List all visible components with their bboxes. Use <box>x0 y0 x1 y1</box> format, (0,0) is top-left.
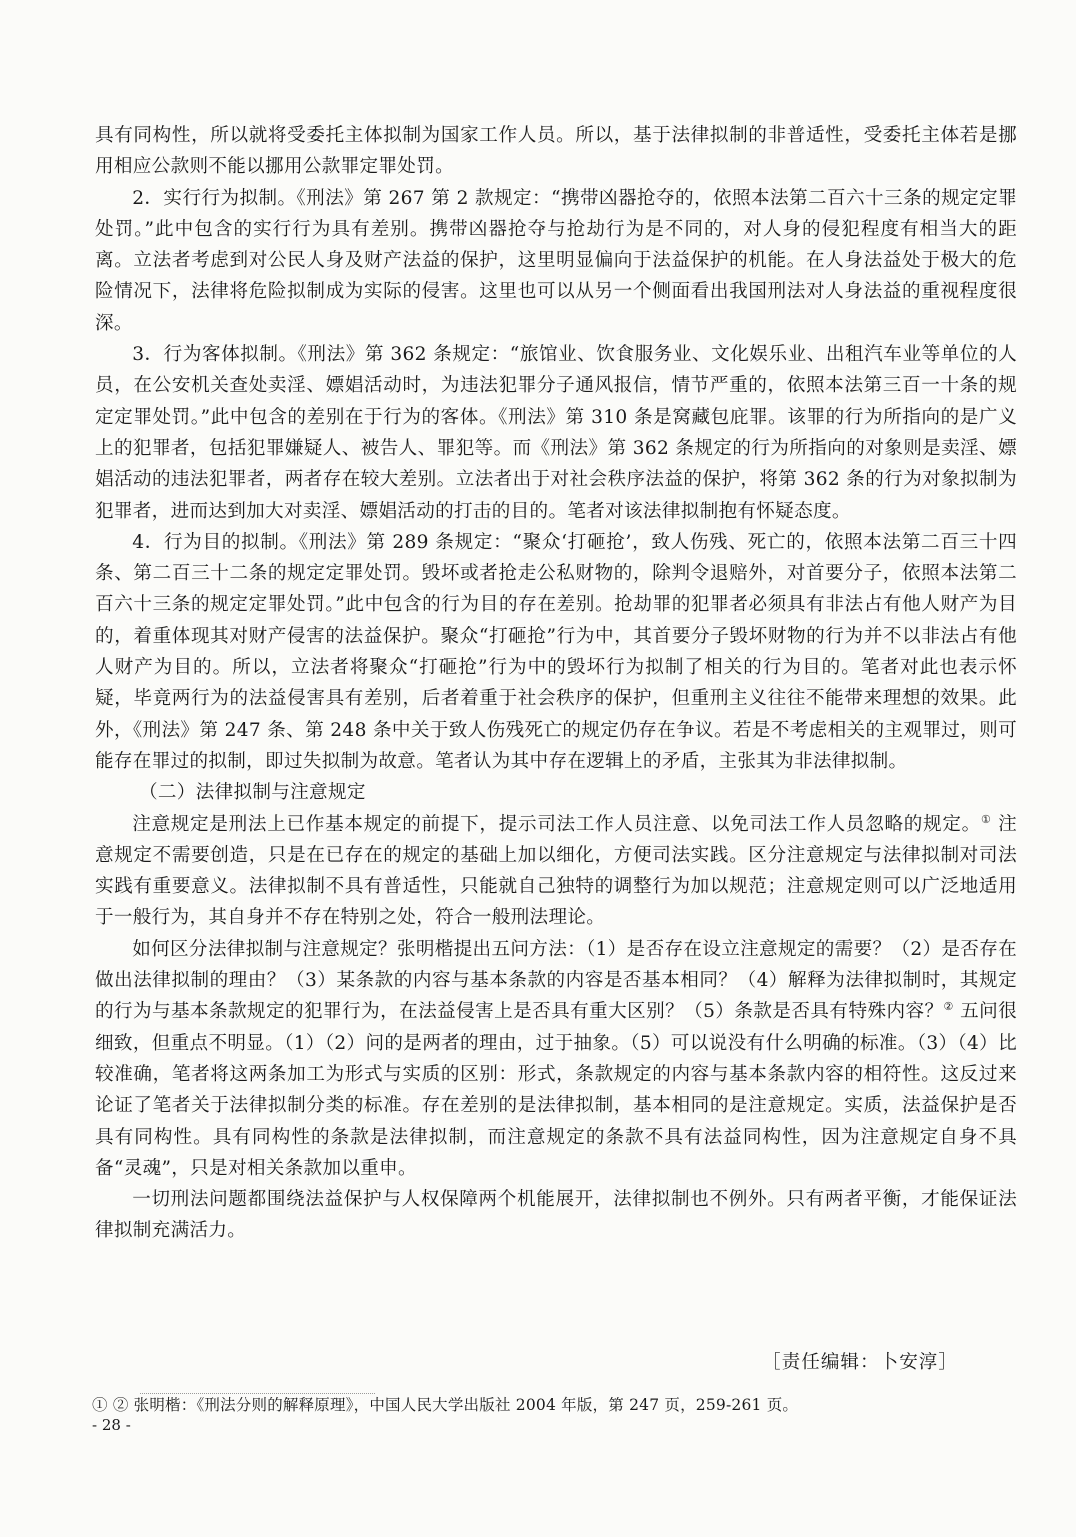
section-subheading: （二）法律拟制与注意规定 <box>139 782 366 804</box>
paragraph-conclusion: 一切刑法问题都围绕法益保护与人权保障两个机能展开，法律拟制也不例外。只有两者平衡，才能保证法律拟制充满活力。 <box>95 1189 1017 1242</box>
paragraph-text: 注意规定不需要创造，只是在已存在的规定的基础上加以细化，方便司法实践。区分注意规定与法律拟制对司法实践有重要意义。法律拟制不具有普适性，只能就自己独特的调整行为加以规范；注意规定则可以广泛地适用于一般行为，其自身并不存在特别之处，符合一般刑法理论。 <box>95 813 1018 929</box>
footnote-marker-1: ① <box>980 812 992 826</box>
footnote-marker-2: ② <box>943 1000 954 1014</box>
paragraph-five-questions <box>95 934 1017 1184</box>
footnote: ① ② 张明楷：《刑法分则的解释原理》，中国人民大学出版社 2004 年版，第 247 页，259-261 页。 <box>92 1396 799 1414</box>
paragraph-object-fiction: 3．行为客体拟制。《刑法》第 362 条规定：“旅馆业、饮食服务业、文化娱乐业、出租汽车业等单位的人员，在公安机关查处卖淫、嫖娼活动时，为违法犯罪分子通风报信，情节严重的，依照本法第三百一十条的规定定罪处罚。”此中包含的差别在于行为的客体。《刑法》第 310 条是窝藏包庇罪。该罪的行为所指向的是广义上的犯罪者，包括犯罪嫌疑人、被告人、罪犯等。而《刑法》第 362 条规定的行为所指向的对象则是卖淫、嫖娼活动的违法犯罪者，两者存在较大差别。立法者出于对社会秩序法益的保护，将第 362 条的行为对象拟制为犯罪者，进而达到加大对卖淫、嫖娼活动的打击的目的。笔者对该法律拟制抱有怀疑态度。 <box>95 344 1017 522</box>
responsible-editor: ［责任编辑：卜安淳］ <box>762 1352 958 1373</box>
paragraph-text: 如何区分法律拟制与注意规定？张明楷提出五问方法：（1）是否存在设立注意规定的需要？（2）是否存在做出法律拟制的理由？（3）某条款的内容与基本条款的内容是否基本相同？（4）解释为法律拟制时，其规定的行为与基本条款规定的犯罪行为，在法益侵害上是否具有重大区别？（5）条款是否具有特殊内容？ <box>95 938 1017 1023</box>
paragraph-attention-rule <box>95 809 1017 934</box>
paragraph-continuation: 具有同构性，所以就将受委托主体拟制为国家工作人员。所以，基于法律拟制的非普适性，受委托主体若是挪用相应公款则不能以挪用公款罪定罪处罚。 <box>95 125 1017 178</box>
article-body <box>95 120 1017 1247</box>
paragraph-act-fiction: 2．实行行为拟制。《刑法》第 267 第 2 款规定：“携带凶器抢夺的，依照本法第二百六十三条的规定定罪处罚。”此中包含的实行行为具有差别。携带凶器抢夺与抢劫行为是不同的，对人身的侵犯程度有相当大的距离。立法者考虑到对公民人身及财产法益的保护，这里明显偏向于法益保护的机能。在人身法益处于极大的危险情况下，法律将危险拟制成为实际的侵害。这里也可以从另一个侧面看出我国刑法对人身法益的重视程度很深。 <box>95 187 1017 334</box>
paragraph-text: 五问很细致，但重点不明显。（1）（2）问的是两者的理由，过于抽象。（5）可以说没有什么明确的标准。（3）（4）比较准确，笔者将这两条加工为形式与实质的区别：形式，条款规定的内容与基本条款内容的相符性。这反过来论证了笔者关于法律拟制分类的标准。存在差别的是法律拟制，基本相同的是注意规定。实质，法益保护是否具有同构性。具有同构性的条款是法律拟制，而注意规定的条款不具有法益同构性，因为注意规定自身不具备“灵魂”，只是对相关条款加以重申。 <box>95 1001 1017 1179</box>
page-number: - 28 - <box>92 1416 131 1434</box>
paragraph-text: 注意规定是刑法上已作基本规定的前提下，提示司法工作人员注意、以免司法工作人员忽略的规定。 <box>132 813 981 835</box>
paragraph-purpose-fiction: 4．行为目的拟制。《刑法》第 289 条规定：“聚众‘打砸抢’，致人伤残、死亡的，依照本法第二百三十四条、第二百三十二条的规定定罪处罚。毁坏或者抢走公私财物的，除判令退赔外，对首要分子，依照本法第二百六十三条的规定定罪处罚。”此中包含的行为目的存在差别。抢劫罪的犯罪者必须具有非法占有他人财产为目的，着重体现其对财产侵害的法益保护。聚众“打砸抢”行为中，其首要分子毁坏财物的行为并不以非法占有他人财产为目的。所以，立法者将聚众“打砸抢”行为中的毁坏行为拟制了相关的行为目的。笔者对此也表示怀疑，毕竟两行为的法益侵害具有差别，后者着重于社会秩序的保护，但重刑主义往往不能带来理想的效果。此外，《刑法》第 247 条、第 248 条中关于致人伤残死亡的规定仍存在争议。若是不考虑相关的主观罪过，则可能存在罪过的拟制，即过失拟制为故意。笔者认为其中存在逻辑上的矛盾，主张其为非法律拟制。 <box>95 531 1017 772</box>
